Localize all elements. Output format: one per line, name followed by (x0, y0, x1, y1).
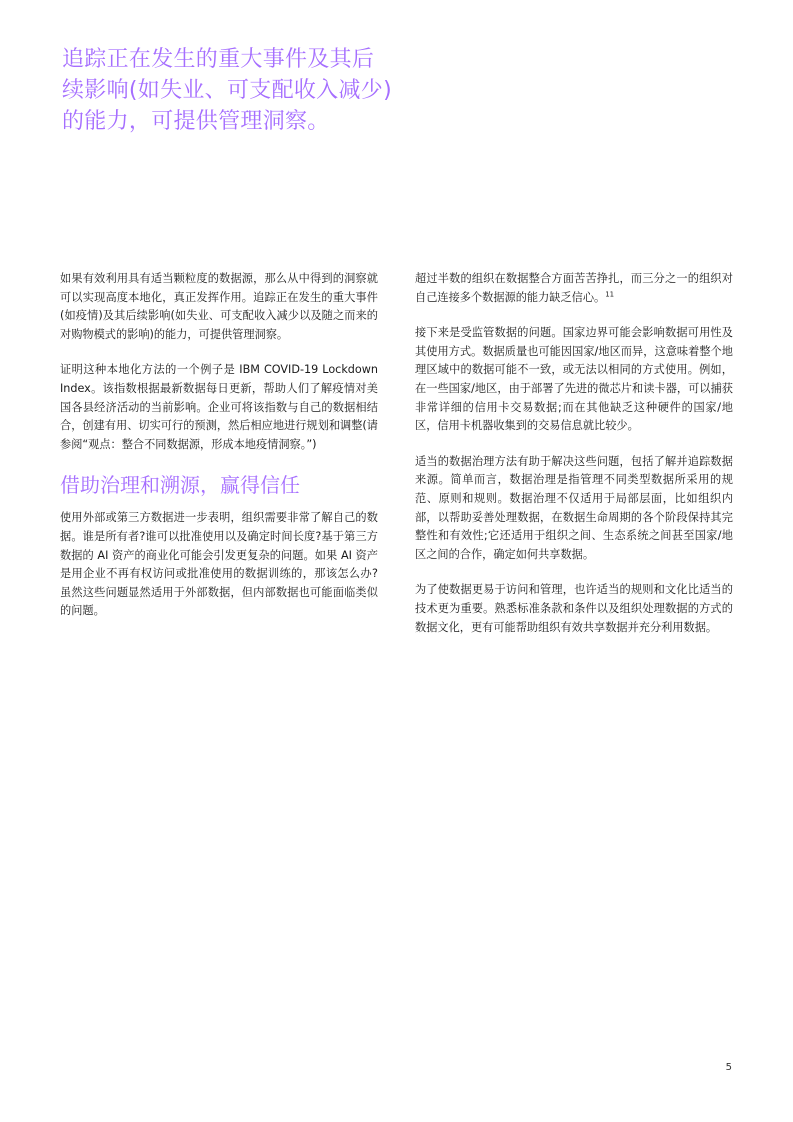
right-column (415, 270, 733, 654)
body-paragraph (415, 270, 733, 307)
body-paragraph: 证明这种本地化方法的一个例子是 IBM COVID-19 Lockdown Index。该指数根据最新数据每日更新，帮助人们了解疫情对美国各县经济活动的当前影响。企业可将该指数与自己的数据相结合，创建有用、切实可行的预测，然后相应地进行规划和调整(请参阅“观点：整合不同数据源，形成本地疫情洞察。”) (60, 363, 378, 451)
body-paragraph: 为了使数据更易于访问和管理，也许适当的规则和文化比适当的技术更为重要。熟悉标准条款和条件以及组织处理数据的方式的数据文化，更有可能帮助组织有效共享数据并充分利用数据。 (415, 583, 733, 634)
body-paragraph: 使用外部或第三方数据进一步表明，组织需要非常了解自己的数据。谁是所有者?谁可以批准使用以及确定时间长度?基于第三方数据的 AI 资产的商业化可能会引发更复杂的问题。如果 AI 资产是用企业不再有权访问或批准使用的数据训练的，那该怎么办?虽然这些问题显然适用于外部数据，但内部数据也可能面临类似的问题。 (60, 511, 378, 618)
page-number: 5 (725, 1062, 732, 1073)
body-paragraph: 接下来是受监管数据的问题。国家边界可能会影响数据可用性及其使用方式。数据质量也可能因国家/地区而异，这意味着整个地理区域中的数据可能不一致，或无法以相同的方式使用。例如，在一些国家/地区，由于部署了先进的微芯片和读卡器，可以捕获非常详细的信用卡交易数据;而在其他缺乏这种硬件的国家/地区，信用卡机器收集到的交易信息就比较少。 (415, 326, 733, 433)
left-column (60, 270, 378, 638)
section-heading: 借助治理和溯源，赢得信任 (60, 473, 300, 498)
footnote-reference[interactable]: 11 (605, 289, 615, 298)
body-paragraph: 适当的数据治理方法有助于解决这些问题，包括了解并追踪数据来源。简单而言，数据治理是指管理不同类型数据所采用的规范、原则和规则。数据治理不仅适用于局部层面，比如组织内部，以帮助妥善处理数据，在数据生命周期的各个阶段保持其完整性和有效性;它还适用于组织之间、生态系统之间甚至国家/地区之间的合作，确定如何共享数据。 (415, 454, 733, 561)
body-paragraph: 如果有效利用具有适当颗粒度的数据源，那么从中得到的洞察就可以实现高度本地化，真正发挥作用。追踪正在发生的重大事件(如疫情)及其后续影响(如失业、可支配收入减少以及随之而来的对购物模式的影响)的能力，可提供管理洞察。 (60, 272, 378, 341)
pull-quote: 追踪正在发生的重大事件及其后续影响(如失业、可支配收入减少)的能力，可提供管理洞察。 (62, 47, 392, 134)
paragraph-text: 超过半数的组织在数据整合方面苦苦挣扎，而三分之一的组织对自己连接多个数据源的能力缺乏信心。 (415, 272, 733, 304)
